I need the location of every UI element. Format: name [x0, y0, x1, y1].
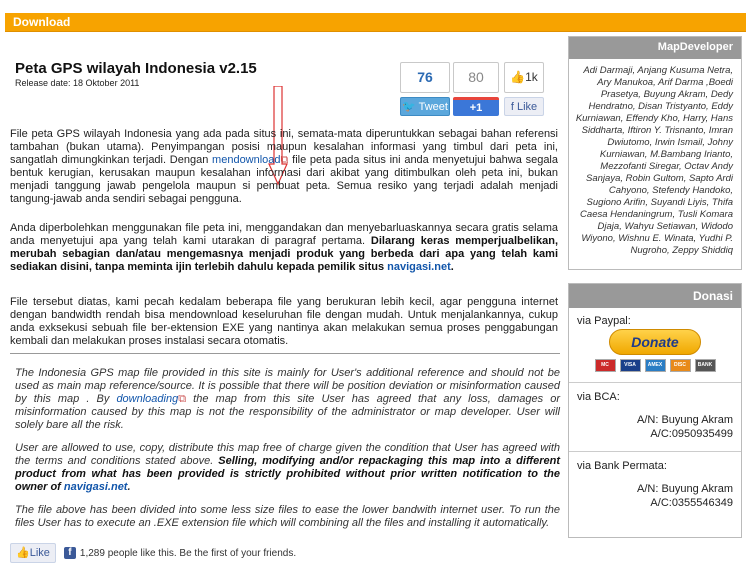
developer-names: Adi Darmaji, Anjang Kusuma Netra, Ary Manukoa, Arif Darma ,Boedi Prasetya, Buyung Akram, Dedy Hendratno, Disan Tristyanto, Eddy Kurniawan, Effendy Kho, Harry, Hans Siddharta, Iftiron Y. Trisnanto, Imran Dwiutomo, Irwin Ismail, Johny Kurniawan, M.Bambang Irianto, Mezzofanti Siregar, Octav Andy Sanjaya, Robin Gultom, Sapto Ardi Cahyono, Stefendy Handoko, Sugiono Arifin, Suyandi Liyis, Thifa Caesa Hendaningrum, Tusli Komara Djaja, Wahyu Setiawan, Widodo Wiyono, Wishnu E. Winata, Yudhi P. Nugroho, Zeppy Shiddiq [575, 65, 733, 256]
fb-like-button[interactable] [504, 97, 544, 116]
tweet-widget [400, 62, 450, 116]
facebook-icon: f [64, 547, 76, 559]
mendownload-link[interactable]: mendownload [212, 154, 281, 166]
twitter-icon: 🐦 [402, 101, 419, 113]
thumb-icon: 👍 [510, 70, 526, 84]
donation-box [568, 283, 742, 538]
paypal-donate-button[interactable]: Donate [609, 329, 701, 355]
tweet-label: Tweet [418, 101, 448, 113]
fb-like-count: 👍1k [504, 62, 544, 93]
download-header-title: Download [13, 15, 71, 29]
permata-account-number: A/C:0355546349 [650, 497, 733, 509]
fb-like-bottom-button[interactable]: 👍Like [10, 543, 56, 563]
visa-icon: VISA [620, 359, 641, 372]
paragraph-split-en: The file above has been divided into some less size files to ease the lower bandwith internet user. To run the files User has to execute an .EXE extension file which will combining all the files and installing it automatically. [15, 504, 560, 529]
plusone-count: 80 [453, 62, 499, 93]
fb-like-text: f 1,289 people like this. Be the first of your friends. [64, 547, 296, 559]
bca-account-number: A/C:0950935499 [650, 428, 733, 440]
fb-like-label: Like [516, 101, 538, 113]
downloading-link[interactable]: downloading [116, 393, 179, 405]
navigasi-link-en[interactable]: navigasi.net [63, 481, 128, 493]
paypal-label: via Paypal: [577, 315, 631, 327]
payment-cards [569, 359, 741, 372]
discover-icon: DISC [670, 359, 691, 372]
tweet-button[interactable] [400, 97, 450, 116]
map-developer-title: MapDeveloper [569, 37, 741, 59]
facebook-like-bar [10, 543, 296, 563]
external-link-icon: ⧉ [178, 393, 187, 405]
paragraph-split-id: File tersebut diatas, kami pecah kedalam beberapa file yang berukuran lebih kecil, agar pengguna internet dengan bandwidth rendah bisa mendownload keseluruhan file dengan mudah. Untuk menjalankannya, cukup anda exksekusi sebuah file ber-ektension EXE yang nantinya akan melakukan semua proses penggabungan kembali dan melakukan proses instalasi secara otomatis. [10, 296, 558, 347]
bca-label: via BCA: [577, 391, 620, 403]
thumb-icon: 👍 [16, 547, 30, 559]
paragraph-disclaimer-en: The Indonesia GPS map file provided in this site is mainly for User's additional reference and should not be used as main map reference/source. It is possible that there will be position deviation or misinformation caused by this map . By downloading⧉ the map from this site User has agreed that any loss, damages or misinformation caused by this map is not the responsibility of the administrator or map developer. User will solely bare all the risk. [15, 367, 560, 431]
mastercard-icon: MC [595, 359, 616, 372]
permata-account-name: A/N: Buyung Akram [637, 483, 733, 495]
divider [569, 382, 741, 383]
divider [569, 451, 741, 452]
tweet-count: 76 [400, 62, 450, 93]
paragraph-disclaimer-id: File peta GPS wilayah Indonesia yang ada pada situs ini, semata-mata diperuntukkan sebagai bahan referensi tambahan (bukan utama). Penyimpangan posisi maupun kesalahan informasi yang timbul dari peta ini, sangatlah dimungkinkan terjadi. Dengan mendownload⧉ file peta pada situs ini anda menyetujui bahwa segala bentuk kerugian, kerusakan maupun kesalahan informasi dari akibat yang ditimbulkan oleh peta ini, bukan menjadi tanggung jawab pengelola maupun si pembuat peta. Semua resiko yang terjadi adalah menjadi tangung-jawab anda sendiri sebagai pengguna. [10, 128, 558, 205]
amex-icon: AMEX [645, 359, 666, 372]
release-date: Release date: 18 Oktober 2011 [15, 78, 140, 88]
external-link-icon: ⧉ [280, 154, 289, 166]
permata-label: via Bank Permata: [577, 460, 667, 472]
plusone-widget [453, 62, 499, 116]
page-title: Peta GPS wilayah Indonesia v2.15 [15, 60, 257, 77]
bca-account-name: A/N: Buyung Akram [637, 414, 733, 426]
download-header-bar [5, 13, 746, 32]
facebook-icon: f [510, 101, 517, 113]
donasi-title: Donasi [569, 284, 741, 308]
language-divider [10, 353, 560, 354]
paragraph-usage-en: User are allowed to use, copy, distribute this map free of charge given the condition that User has agreed with the terms and conditions stated above. Selling, modifying and/or repackaging this map into a different product from what has been provided is strictly prohibited without prior written notification to the owner of navigasi.net. [15, 442, 560, 493]
fb-like-widget [504, 62, 544, 116]
plusone-button[interactable]: +1 [453, 97, 499, 116]
paragraph-usage-id: Anda diperbolehkan menggunakan file peta ini, menggandakan dan menyebarluaskannya secara gratis selama anda menyetujui apa yang telah kami utarakan di paragraf pertama. Dilarang keras memperjualbelikan, merubah sebagian dan/atau mengemasnya menjadi produk yang berbeda dari apa yang telah kami sediakan disini, tanpa meminta ijin terlebih dahulu kepada pemilik situs navigasi.net. [10, 222, 558, 273]
navigasi-link-id[interactable]: navigasi.net [387, 261, 451, 273]
bank-icon: BANK [695, 359, 716, 372]
map-developer-box [568, 36, 742, 270]
